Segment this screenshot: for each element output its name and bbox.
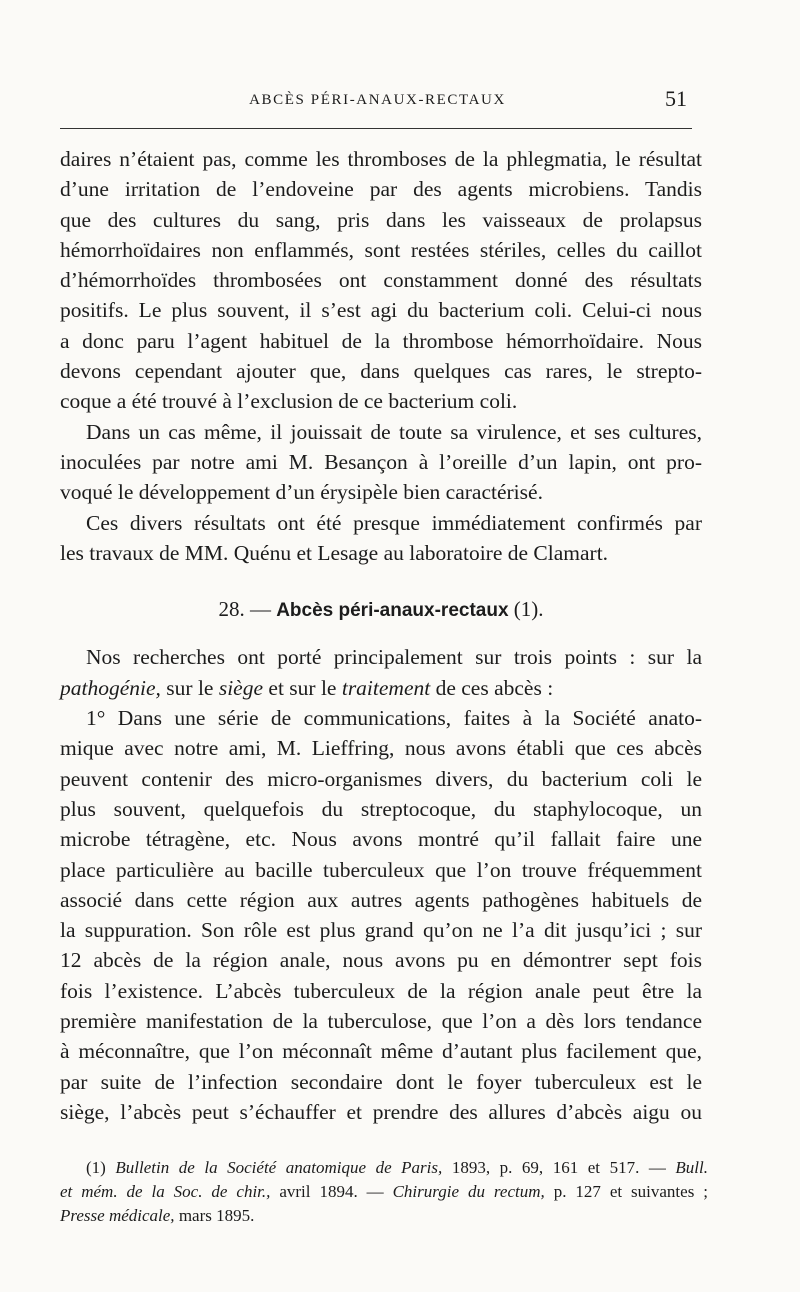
page-number: 51	[665, 86, 687, 111]
citation-title: Bull.	[675, 1158, 709, 1177]
running-title: ABCÈS PÉRI-ANAUX-RECTAUX	[249, 92, 506, 108]
citation-title: Bulletin de la Société anatomique de Paris,	[115, 1158, 443, 1177]
citation-ref: avril 1894. —	[270, 1182, 393, 1201]
page-header	[60, 86, 695, 120]
citation-title: et mém. de la Soc. de chir.,	[60, 1182, 271, 1201]
citation-title: Chirurgie du rectum,	[392, 1182, 545, 1201]
text-line: Nos recherches ont porté principalement sur trois points : sur la	[86, 645, 702, 670]
text-line: les travaux de MM. Quénu et Lesage au laboratoire de Clamart.	[60, 540, 609, 565]
citation-ref: mars 1895.	[174, 1206, 255, 1225]
text-line: 12 abcès de la région anale, nous avons pu en démontrer sept fois	[60, 948, 702, 973]
paragraph-2	[60, 417, 702, 508]
citation-ref: p. 127 et suivantes ;	[544, 1182, 708, 1201]
text-line: d’hémorrhoïdes thrombosées ont constamment donné des résultats	[60, 268, 702, 293]
text-line: Dans un cas même, il jouissait de toute sa virulence, et ses cultures,	[86, 419, 702, 444]
paragraph-1	[60, 144, 702, 417]
text-line: associé dans cette région aux autres agents pathogènes habituels de	[60, 887, 702, 912]
text-line: inoculées par notre ami M. Besançon à l’oreille d’un lapin, ont pro-	[60, 449, 702, 474]
text-line: Ces divers résultats ont été presque immédiatement confirmés par	[86, 510, 702, 535]
text-line: peuvent contenir des micro-organismes divers, du bacterium coli le	[60, 766, 702, 791]
text-line: daires n’étaient pas, comme les thromboses de la phlegmatia, le résultat	[60, 147, 702, 171]
footnote-line	[60, 1180, 708, 1204]
text-line: siège, l’abcès peut s’échauffer et prendre des allures d’abcès aigu ou	[60, 1099, 702, 1124]
text-run: de ces abcès :	[430, 675, 554, 700]
text-line: d’une irritation de l’endoveine par des agents microbiens. Tandis	[60, 177, 702, 202]
footnote-reference: (1).	[513, 597, 544, 622]
text-line: fois l’existence. L’abcès tuberculeux de la région anale peut être la	[60, 978, 702, 1003]
text-run: sur le	[160, 675, 219, 700]
text-line: que des cultures du sang, pris dans les vaisseaux de prolapsus	[60, 207, 702, 232]
italic-term: pathogénie,	[60, 675, 161, 700]
footnote-marker: (1)	[86, 1158, 106, 1177]
paragraph-4	[60, 642, 702, 703]
text-line: la suppuration. Son rôle est plus grand qu’on ne l’a dit jusqu’ici ; sur	[60, 918, 702, 943]
text-line: microbe tétragène, etc. Nous avons montré qu’il fallait faire une	[60, 827, 702, 852]
citation-ref: 1893, p. 69, 161 et 517. —	[442, 1158, 676, 1177]
text-line: voqué le développement d’un érysipèle bien caractérisé.	[60, 480, 543, 505]
section-number: 28. —	[218, 597, 271, 622]
paragraph-5	[60, 703, 702, 1127]
footnote-line	[60, 1156, 708, 1180]
text-line: mique avec notre ami, M. Lieffring, nous avons établi que ces abcès	[60, 736, 702, 761]
italic-term: traitement	[341, 675, 431, 700]
italic-term: siège	[218, 675, 264, 700]
body-text	[60, 144, 702, 1127]
citation-title: Presse médicale,	[60, 1206, 175, 1225]
footnote	[60, 1156, 708, 1228]
text-line: plus souvent, quelquefois du streptocoque, du staphylocoque, un	[60, 796, 702, 821]
section-title: Abcès péri-anaux-rectaux	[276, 600, 509, 622]
text-line: positifs. Le plus souvent, il s’est agi du bacterium coli. Celui-ci nous	[60, 298, 702, 323]
section-heading	[60, 594, 702, 626]
text-line: coque a été trouvé à l’exclusion de ce bacterium coli.	[60, 389, 518, 414]
text-run: et sur le	[263, 675, 342, 700]
footnote-line	[60, 1204, 708, 1228]
paragraph-3	[60, 508, 702, 569]
header-rule	[60, 128, 692, 129]
text-line: première manifestation de la tuberculose, que l’on a dès lors tendance	[60, 1009, 702, 1034]
text-line: 1° Dans une série de communications, faites à la Société anato-	[86, 706, 702, 731]
text-line: place particulière au bacille tuberculeux que l’on trouve fréquemment	[60, 857, 702, 882]
text-line: par suite de l’infection secondaire dont le foyer tuberculeux est le	[60, 1069, 702, 1094]
text-line: à méconnaître, que l’on méconnaît même d’autant plus facilement que,	[60, 1039, 702, 1064]
text-line: a donc paru l’agent habituel de la thrombose hémorrhoïdaire. Nous	[60, 328, 702, 353]
text-line: hémorrhoïdaires non enflammés, sont restées stériles, celles du caillot	[60, 237, 702, 262]
text-line	[60, 673, 702, 703]
text-line: devons cependant ajouter que, dans quelques cas rares, le strepto-	[60, 359, 702, 384]
